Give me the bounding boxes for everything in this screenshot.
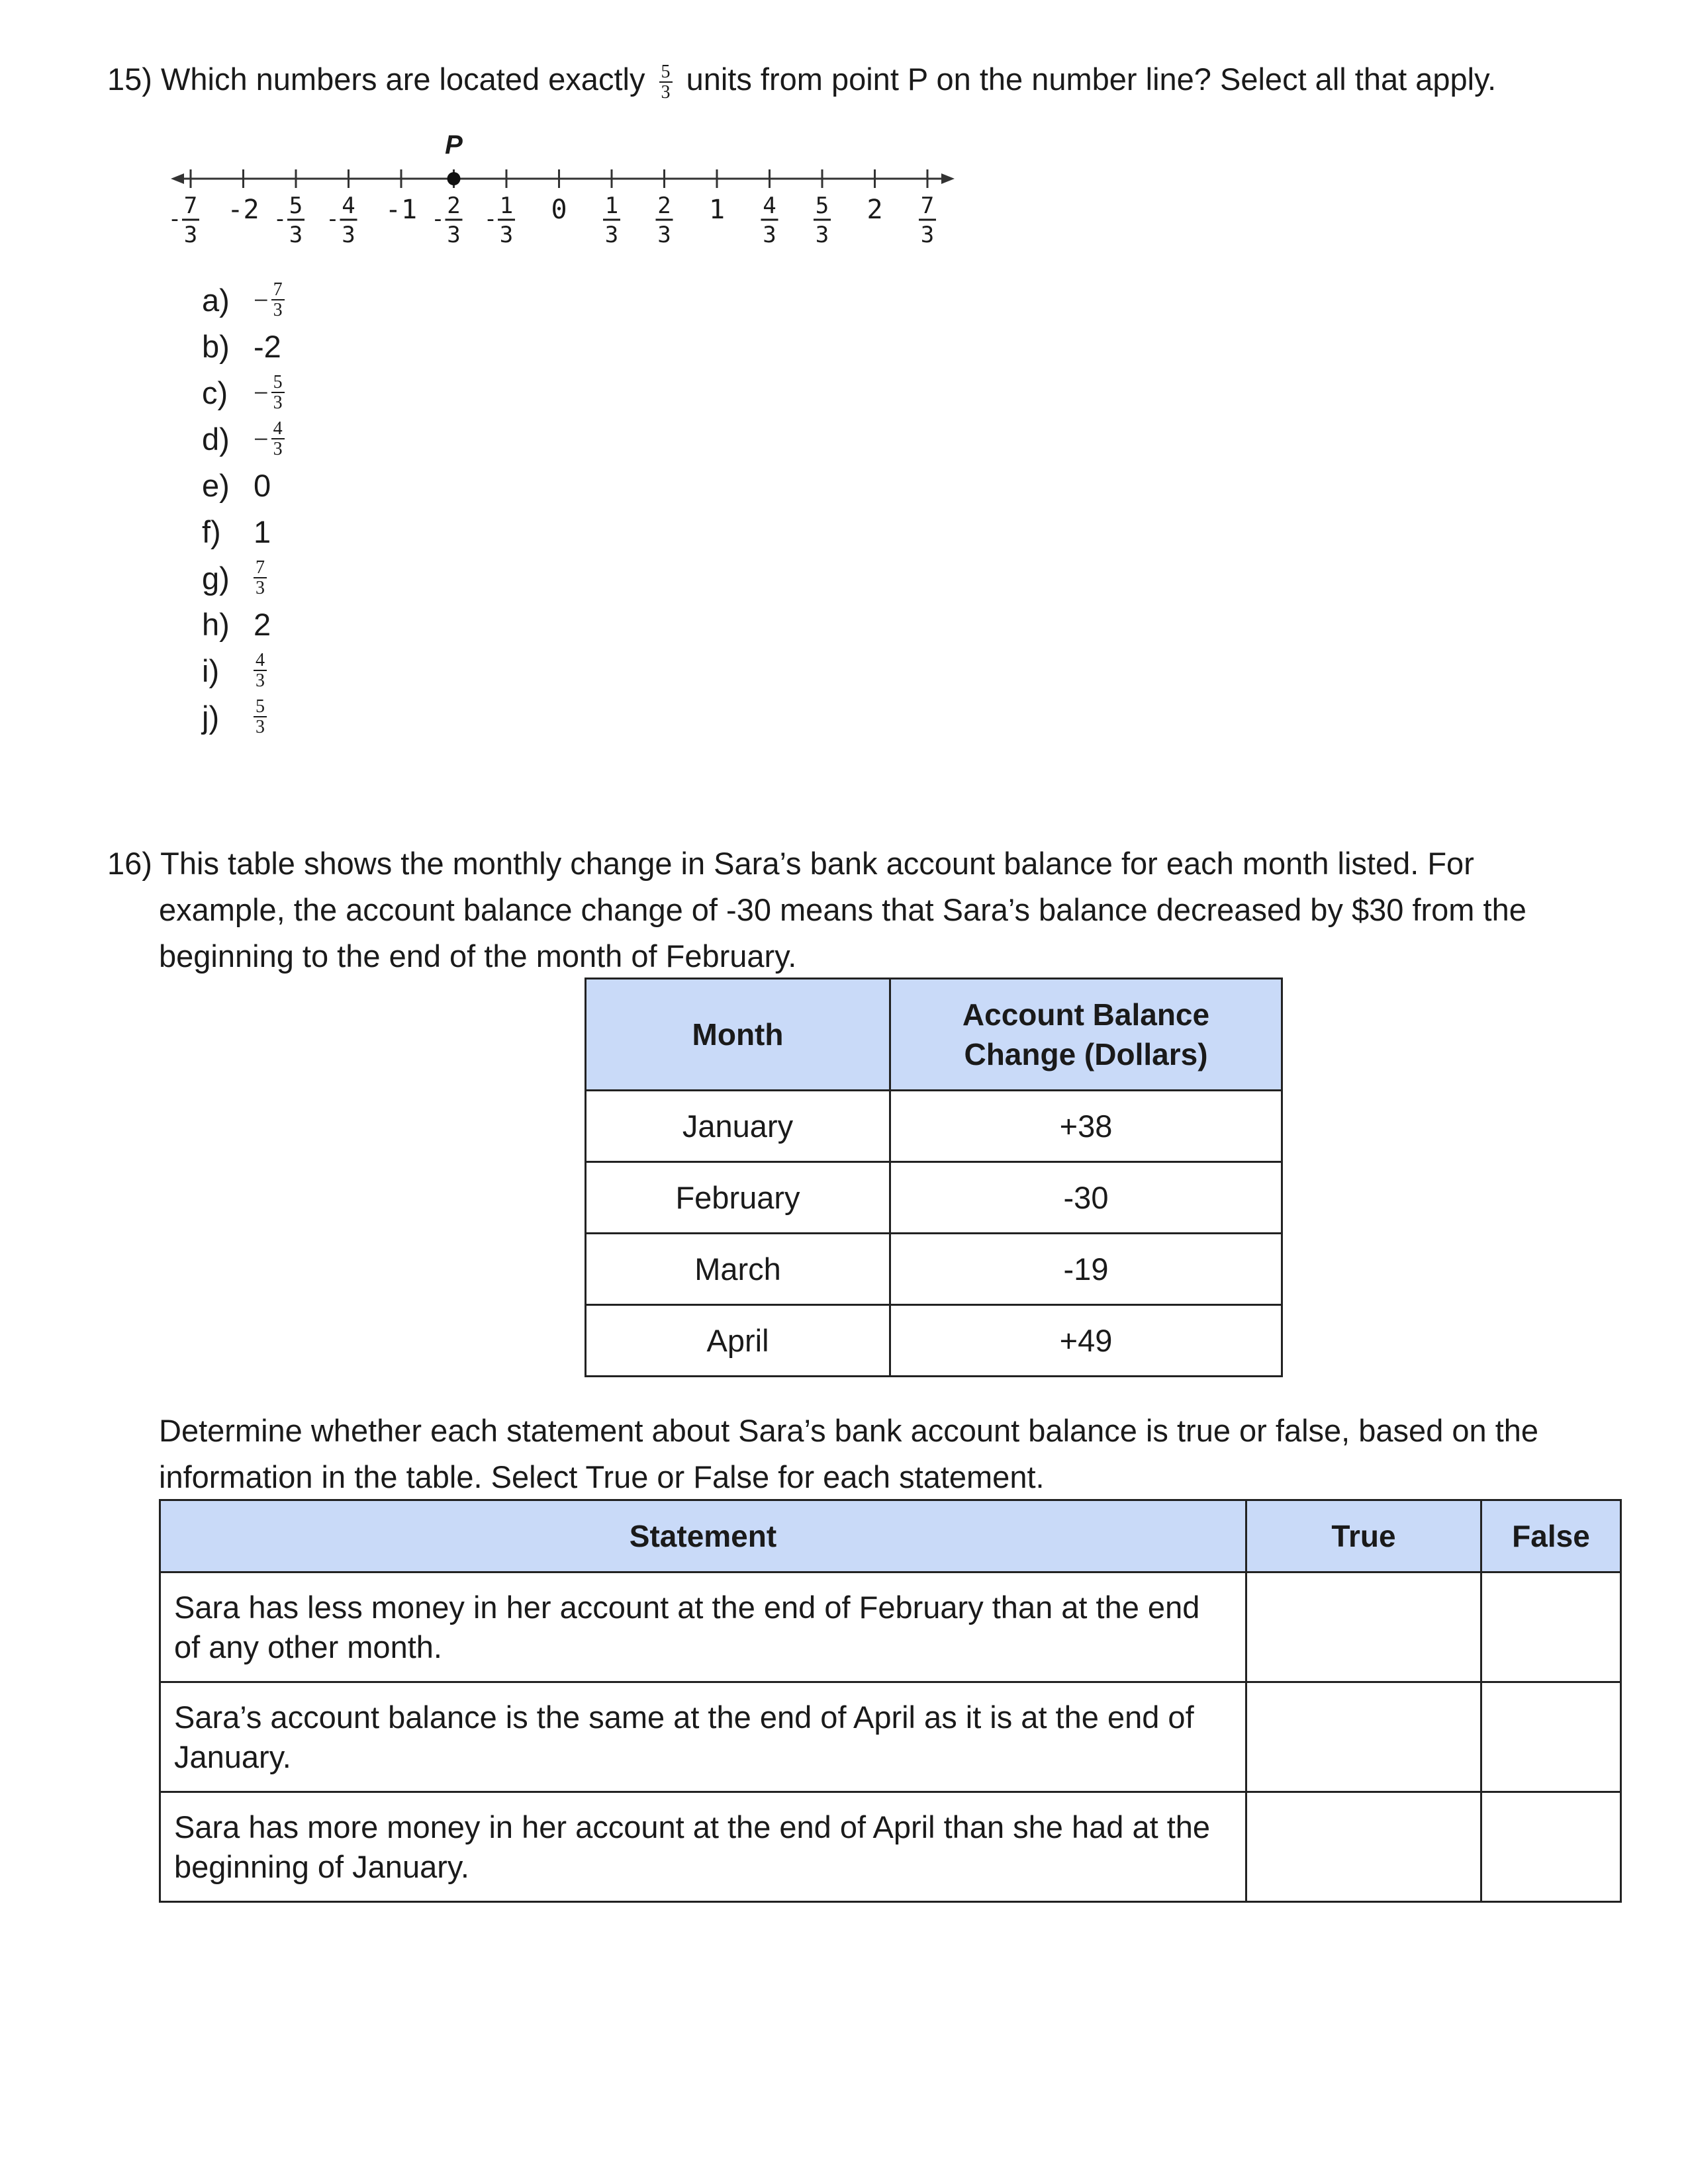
answer-option[interactable]	[202, 508, 290, 555]
statement-cell: Sara has more money in her account at the end of April than she had at the beginning of January.	[160, 1792, 1246, 1902]
month-header: Month	[586, 979, 890, 1091]
option-letter: c)	[202, 375, 228, 410]
table-row	[586, 1305, 1282, 1377]
option-sign: −	[254, 377, 269, 408]
tick-label-numerator: 2	[657, 193, 671, 219]
change-header	[890, 979, 1282, 1091]
table-row	[160, 1792, 1621, 1902]
table-row	[586, 1091, 1282, 1162]
true-header: True	[1246, 1500, 1481, 1572]
question-number: 16)	[107, 846, 152, 881]
tick-label: -2	[227, 195, 259, 225]
change-cell: -30	[890, 1162, 1282, 1234]
tick-label-denominator: 3	[447, 222, 461, 248]
tick-label: 1	[708, 195, 726, 225]
option-value: 1	[254, 514, 271, 549]
option-fraction	[254, 558, 267, 598]
tick-label-denominator: 3	[920, 222, 935, 248]
left-arrow-icon	[171, 173, 184, 184]
table-row	[160, 1682, 1621, 1792]
fraction-denominator: 3	[256, 578, 265, 598]
question-16	[107, 841, 1603, 979]
option-letter: d)	[202, 421, 230, 457]
true-choice-cell[interactable]	[1246, 1682, 1481, 1792]
true-false-instructions: Determine whether each statement about Sara’s bank account balance is true or false, based on the information in the table. Select True or False for each statement.	[159, 1413, 1539, 1494]
tick-label-numerator: 2	[447, 193, 461, 219]
false-choice-cell[interactable]	[1481, 1682, 1621, 1792]
balance-change-table	[585, 978, 1283, 1377]
answer-option[interactable]	[202, 416, 290, 462]
question-15	[107, 56, 1630, 103]
option-letter: e)	[202, 467, 230, 503]
change-cell: +49	[890, 1305, 1282, 1377]
tick-label-sign: -	[273, 206, 287, 232]
tick-label-sign: -	[483, 206, 498, 232]
number-line	[165, 126, 980, 271]
option-fraction	[254, 651, 267, 690]
false-choice-cell[interactable]	[1481, 1572, 1621, 1682]
tick-label-sign: -	[326, 206, 340, 232]
option-letter: j)	[202, 699, 220, 735]
false-choice-cell[interactable]	[1481, 1792, 1621, 1902]
tick-label-denominator: 3	[657, 222, 671, 248]
tick-label-denominator: 3	[604, 222, 619, 248]
option-letter: f)	[202, 514, 221, 549]
tick-label: -1	[385, 195, 418, 225]
tick-label-numerator: 4	[342, 193, 355, 219]
month-cell: February	[586, 1162, 890, 1234]
tick-label-numerator: 4	[763, 193, 776, 219]
tick-label-numerator: 5	[289, 193, 303, 219]
option-value: 0	[254, 467, 271, 503]
month-cell: April	[586, 1305, 890, 1377]
fraction-denominator: 3	[256, 717, 265, 737]
tick-label-denominator: 3	[763, 222, 776, 248]
answer-option[interactable]	[202, 601, 290, 647]
option-sign: −	[254, 424, 269, 454]
right-arrow-icon	[941, 173, 955, 184]
fraction-numerator: 5	[271, 373, 285, 393]
tick-label-denominator: 3	[289, 222, 303, 248]
fraction-denominator: 3	[273, 300, 283, 320]
answer-option[interactable]	[202, 694, 290, 740]
distance-fraction	[659, 62, 673, 102]
tick-label-denominator: 3	[499, 222, 514, 248]
fraction-denominator: 3	[661, 81, 671, 103]
fraction-denominator: 3	[273, 392, 283, 413]
table-row	[586, 1234, 1282, 1305]
answer-option[interactable]	[202, 555, 290, 601]
option-sign: −	[254, 285, 269, 315]
point-p-marker	[447, 172, 461, 185]
statement-cell: Sara has less money in her account at the end of February than at the end of any other month.	[160, 1572, 1246, 1682]
question-text-before: Which numbers are located exactly	[161, 62, 645, 97]
option-letter: b)	[202, 328, 230, 364]
answer-option[interactable]	[202, 647, 290, 694]
answer-options	[202, 277, 290, 740]
option-letter: h)	[202, 606, 230, 642]
month-cell: January	[586, 1091, 890, 1162]
table-row	[160, 1572, 1621, 1682]
point-p-label: P	[445, 130, 463, 159]
fraction-numerator: 4	[254, 651, 267, 671]
tick-label-denominator: 3	[815, 222, 829, 248]
number-line-ticks	[168, 169, 936, 248]
option-fraction	[271, 280, 285, 320]
tick-label-numerator: 5	[815, 193, 829, 219]
option-letter: g)	[202, 560, 230, 596]
tick-label-denominator: 3	[183, 222, 198, 248]
true-choice-cell[interactable]	[1246, 1572, 1481, 1682]
change-cell: -19	[890, 1234, 1282, 1305]
question-text: This table shows the monthly change in Sara’s bank account balance for each month listed. For example, the account balance change of -30 means that Sara’s balance decreased by $30 from the beginning to the end of the month of February.	[159, 846, 1526, 974]
tick-label-numerator: 1	[499, 193, 514, 219]
statement-cell: Sara’s account balance is the same at the end of April as it is at the end of January.	[160, 1682, 1246, 1792]
fraction-numerator: 7	[271, 280, 285, 300]
tick-label-denominator: 3	[342, 222, 355, 248]
tick-label-sign: -	[167, 206, 182, 232]
table-header-row	[160, 1500, 1621, 1572]
question-text-after: units from point P on the number line? Select all that apply.	[686, 62, 1497, 97]
question-number: 15)	[107, 62, 152, 97]
statement-header: Statement	[160, 1500, 1246, 1572]
true-false-table	[159, 1499, 1622, 1903]
change-header-text: Account Balance Change (Dollars)	[962, 997, 1210, 1071]
option-letter: i)	[202, 653, 220, 688]
tick-label-numerator: 7	[920, 193, 935, 219]
tick-label-sign: -	[431, 206, 445, 232]
tick-label-numerator: 7	[183, 193, 198, 219]
option-fraction	[254, 697, 267, 737]
true-choice-cell[interactable]	[1246, 1792, 1481, 1902]
answer-option[interactable]	[202, 323, 290, 369]
fraction-numerator: 5	[659, 62, 673, 83]
answer-option[interactable]	[202, 369, 290, 416]
change-cell: +38	[890, 1091, 1282, 1162]
option-value: 2	[254, 606, 271, 642]
fraction-numerator: 7	[254, 558, 267, 578]
fraction-numerator: 4	[271, 419, 285, 439]
answer-option[interactable]	[202, 462, 290, 508]
fraction-numerator: 5	[254, 697, 267, 717]
answer-option[interactable]	[202, 277, 290, 323]
tick-label: 2	[867, 195, 883, 225]
option-value: -2	[254, 328, 281, 364]
tick-label-numerator: 1	[604, 193, 619, 219]
month-cell: March	[586, 1234, 890, 1305]
option-fraction	[271, 419, 285, 459]
tick-label: 0	[551, 195, 567, 225]
fraction-denominator: 3	[273, 439, 283, 459]
fraction-denominator: 3	[256, 670, 265, 691]
table-header-row	[586, 979, 1282, 1091]
false-header: False	[1481, 1500, 1621, 1572]
option-fraction	[271, 373, 285, 412]
option-letter: a)	[202, 282, 230, 318]
table-row	[586, 1162, 1282, 1234]
